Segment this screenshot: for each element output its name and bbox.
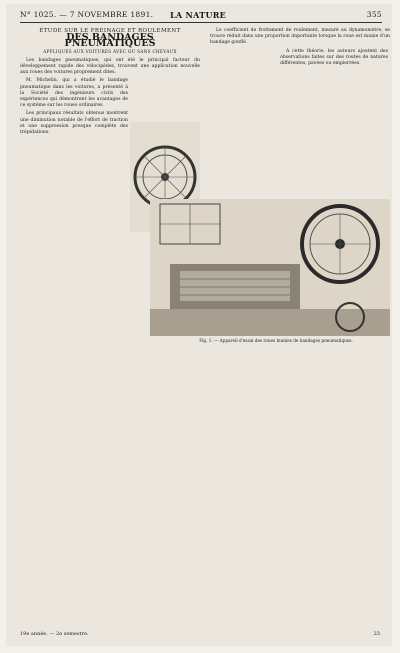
- footer-signature: 23: [373, 631, 380, 637]
- page-number: 355: [366, 10, 382, 19]
- figure-caption: Fig. 1. — Appareil d'essai des roues munies de bandages pneumatiques.: [199, 338, 353, 343]
- footer-volume: 19e année. — 2e semestre.: [20, 631, 89, 637]
- paragraph: M. Michelin, qui a étudié le bandage pneumatique dans les voitures, a présenté à la Société des ingénieurs civils des expériences qui démontrent les avantages de ce système sur les roues ordinaires.: [20, 78, 128, 109]
- article-title: DES BANDAGES PNEUMATIQUES: [64, 32, 156, 50]
- article-subtitle: APPLIQUÉS AUX VOITURES AVEC OU SANS CHEVAUX: [43, 48, 177, 54]
- journal-title: LA NATURE: [170, 10, 227, 20]
- paragraph: Le coefficient de frottement de roulement, mesuré au dynamomètre, se trouve réduit dans une proportion importante lorsque la roue est munie d'un bandage gonflé.: [210, 28, 390, 46]
- machine-engraving: [150, 199, 390, 336]
- paragraph: Les bandages pneumatiques, qui ont été le principal facteur du développement rapide des vélocipèdes, trouvent une application nouvelle aux roues des voitures proprement dites.: [20, 57, 200, 76]
- issue-label: N° 1025. — 7 NOVEMBRE 1891.: [20, 10, 154, 19]
- paragraph: Les principaux résultats obtenus montrent une diminution notable de l'effort de traction et une suppression presque complète des trépidations.: [20, 111, 128, 136]
- article-kicker: ÉTUDE SUR LE FREINAGE ET ROULEMENT: [39, 28, 181, 34]
- header-rule: [20, 22, 382, 23]
- page: [6, 4, 392, 646]
- paragraph: A cette théorie, les auteurs ajoutent des observations faites sur des routes de natures différentes, pavées ou empierrées.: [280, 48, 388, 67]
